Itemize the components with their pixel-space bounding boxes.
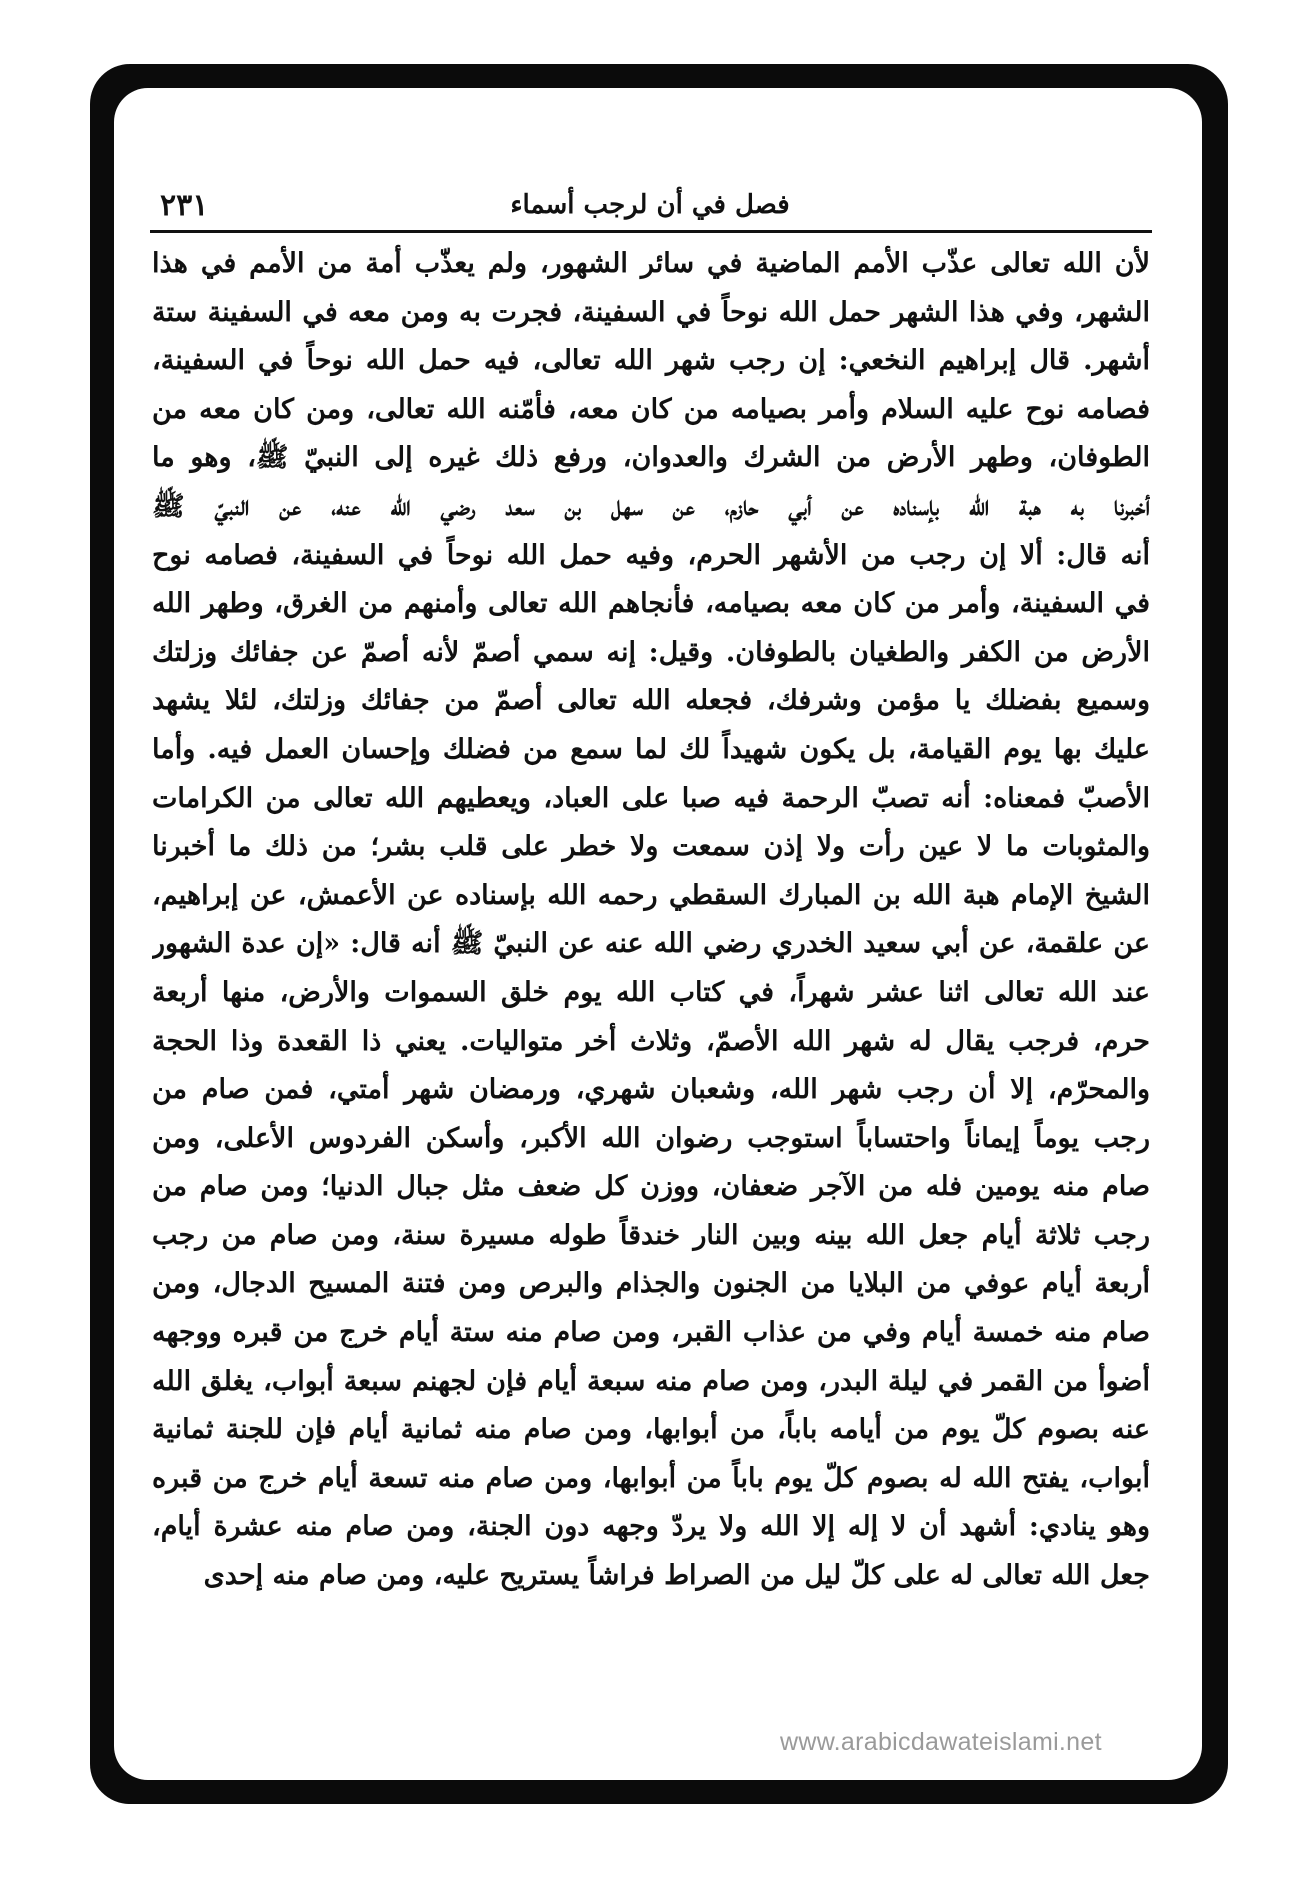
text-line: صام منه يومين فله من الآجر ضعفان، ووزن كل ضعف مثل جبال الدنيا؛ ومن صام من (152, 1171, 1150, 1203)
text-line: في السفينة، وأمر من كان معه بصيامه، فأنجاهم الله تعالى وأمنهم من الغرق، وطهر الله (152, 588, 1150, 620)
header-rule (150, 230, 1152, 233)
text-line: والمثوبات ما لا عين رأت ولا إذن سمعت ولا خطر على قلب بشر؛ من ذلك ما أخبرنا (152, 831, 1150, 863)
page-number: ٢٣١ (160, 188, 209, 223)
text-line: الأصبّ فمعناه: أنه تصبّ الرحمة فيه صبا على العباد، ويعطيهم الله تعالى من الكرامات (152, 782, 1150, 814)
text-line: عن علقمة، عن أبي سعيد الخدري رضي الله عنه عن النبيّ ﷺ أنه قال: «إن عدة الشهور (152, 928, 1150, 960)
text-line: الأرض من الكفر والطغيان بالطوفان. وقيل: إنه سمي أصمّ لأنه أصمّ عن جفائك وزلتك (152, 636, 1150, 668)
text-line: عليك بها يوم القيامة، بل يكون شهيداً لك لما سمع من فضلك وإحسان العمل فيه. وأما (152, 733, 1150, 765)
text-line: فصامه نوح عليه السلام وأمر بصيامه من كان معه، فأمّنه الله تعالى، ومن كان معه من (152, 393, 1150, 425)
chapter-heading: فصل في أن لرجب أسماء (510, 190, 790, 220)
text-line: عند الله تعالى اثنا عشر شهراً، في كتاب الله يوم خلق السموات والأرض، منها أربعة (152, 976, 1150, 1008)
text-line: حرم، فرجب يقال له شهر الله الأصمّ، وثلاث أخر متواليات. يعني ذا القعدة وذا الحجة (152, 1025, 1150, 1057)
text-line: أضوأ من القمر في ليلة البدر، ومن صام منه سبعة أيام فإن لجهنم سبعة أبواب، يغلق الله (152, 1365, 1150, 1397)
text-line: أخبرنا به هبة الله بإسناده عن أبي حازم، عن سهل بن سعد رضي الله عنه، عن النبيّ ﷺ (152, 490, 1150, 522)
text-line: الشيخ الإمام هبة الله بن المبارك السقطي رحمه الله بإسناده عن الأعمش، عن إبراهيم، (152, 879, 1150, 911)
text-line: والمحرّم، إلا أن رجب شهر الله، وشعبان شهري، ورمضان شهر أمتي، فمن صام من (152, 1074, 1150, 1106)
text-line: أربعة أيام عوفي من البلايا من الجنون والجذام والبرص ومن فتنة المسيح الدجال، ومن (152, 1268, 1150, 1300)
text-line: عنه بصوم كلّ يوم من أيامه باباً، من أبوابها، ومن صام منه ثمانية أيام فإن للجنة ثمانية (152, 1414, 1150, 1446)
body-text (152, 240, 1150, 1601)
watermark-url: www.arabicdawateislami.net (780, 1728, 1102, 1756)
text-line: صام منه خمسة أيام وفي من عذاب القبر، ومن صام منه ستة أيام خرج من قبره ووجهه (152, 1317, 1150, 1349)
text-line: رجب يوماً إيماناً واحتساباً استوجب رضوان الله الأكبر، وأسكن الفردوس الأعلى، ومن (152, 1122, 1150, 1154)
text-line: الطوفان، وطهر الأرض من الشرك والعدوان، ورفع ذلك غيره إلى النبيّ ﷺ، وهو ما (152, 442, 1150, 474)
text-line: رجب ثلاثة أيام جعل الله بينه وبين النار خندقاً طوله مسيرة سنة، ومن صام من رجب (152, 1219, 1150, 1251)
text-line: أبواب، يفتح الله له بصوم كلّ يوم باباً من أبوابها، ومن صام منه تسعة أيام خرج من قبره (152, 1462, 1150, 1494)
text-line: الشهر، وفي هذا الشهر حمل الله نوحاً في السفينة، فجرت به ومن معه في السفينة ستة (152, 296, 1150, 328)
text-line: وسميع بفضلك يا مؤمن وشرفك، فجعله الله تعالى أصمّ من جفائك وزلتك، لئلا يشهد (152, 685, 1150, 717)
text-line: أنه قال: ألا إن رجب من الأشهر الحرم، وفيه حمل الله نوحاً في السفينة، فصامه نوح (152, 539, 1150, 571)
running-header (150, 190, 1150, 230)
text-line: جعل الله تعالى له على كلّ ليل من الصراط فراشاً يستريح عليه، ومن صام منه إحدى (203, 1560, 1150, 1592)
text-line: وهو ينادي: أشهد أن لا إله إلا الله ولا يردّ وجهه دون الجنة، ومن صام منه عشرة أيام، (152, 1511, 1150, 1543)
text-line: لأن الله تعالى عذّب الأمم الماضية في سائر الشهور، ولم يعذّب أمة من الأمم في هذا (152, 248, 1150, 279)
text-line: أشهر. قال إبراهيم النخعي: إن رجب شهر الله تعالى، فيه حمل الله نوحاً في السفينة، (152, 345, 1150, 377)
